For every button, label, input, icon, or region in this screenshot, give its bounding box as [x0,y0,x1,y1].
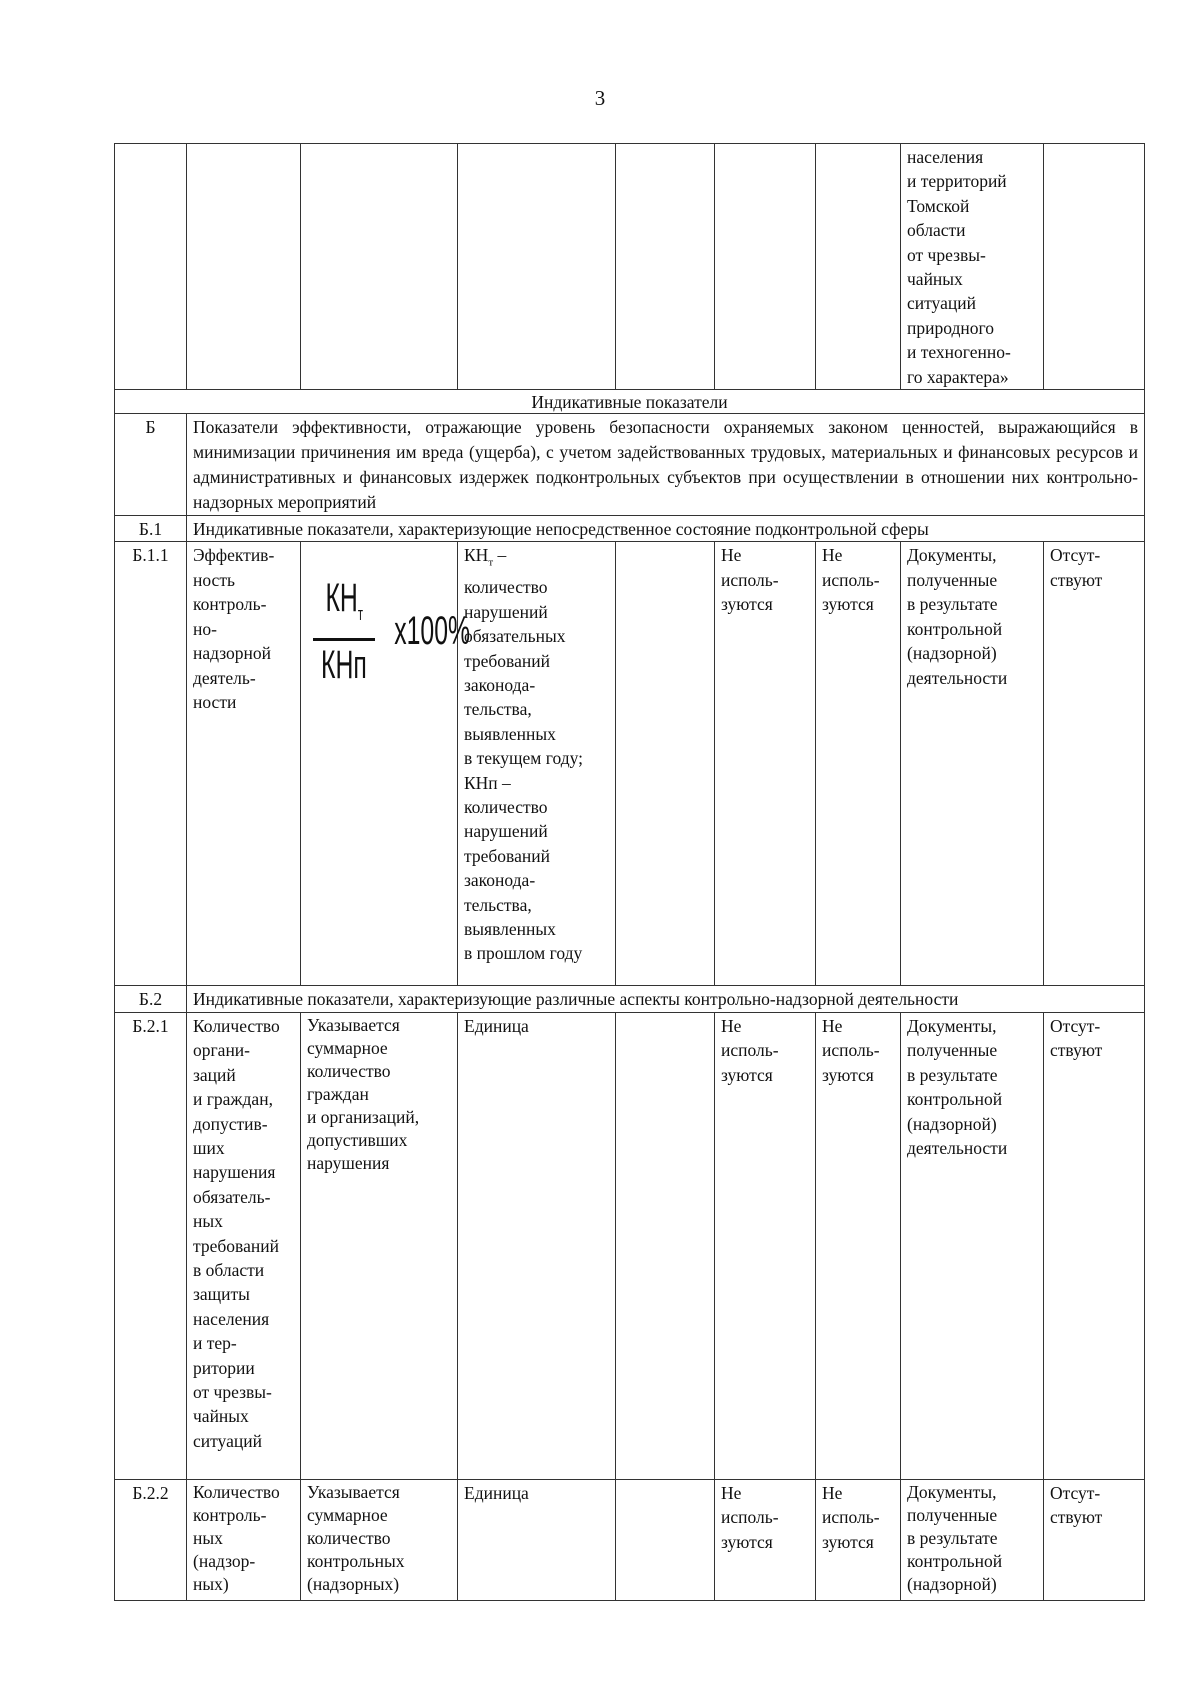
row-b11-formula-cell [301,542,470,986]
group-b-text: Показатели эффективности, отражающие уровень безопасности охраняемых законом ценностей, выражающийся в минимизации причинения им вреда (ущерба), с учетом задействованных трудовых, материальных и финансовых ресурсов и административных и финансовых издержек подконтрольных субъектов при осуществлении в отношении них контрольно-надзорных мероприятий [187,414,1145,516]
description-prefix: КН [464,545,489,566]
formula-denominator: КНп [321,642,367,687]
group-b1-row [115,516,1145,542]
row-b21-col9: Отсут- ствуют [1044,1012,1145,1479]
group-b-code: Б [115,414,187,516]
row-b11 [115,542,1145,986]
cell-empty [816,144,901,390]
indicators-table [114,143,1145,1601]
group-b2-text: Индикативные показатели, характеризующие различные аспекты контрольно-надзорной деятельности [187,986,1145,1012]
fraction-line [313,638,375,641]
row-b11-col5 [616,542,715,986]
cell-empty [187,144,301,390]
row-b11-col7: Не исполь- зуются [816,542,901,986]
row-b11-col8: Документы, полученные в результате контрольной (надзорной) деятельности [901,542,1044,986]
page-number: 3 [594,86,606,110]
group-b2-code: Б.2 [115,986,187,1012]
row-b22-col7: Не исполь- зуются [816,1479,901,1600]
row-b21-col8: Документы, полученные в результате контрольной (надзорной) деятельности [901,1012,1044,1479]
formula-multiplier: х100% [394,609,470,654]
group-b1-text: Индикативные показатели, характеризующие непосредственное состояние подконтрольной сферы [187,516,1145,542]
cell-empty [1044,144,1145,390]
row-b11-col6: Не исполь- зуются [715,542,816,986]
row-b21-code: Б.2.1 [115,1012,187,1479]
row-b11-name: Эффектив- ность контроль- но- надзорной деятель- ности [187,542,301,986]
description-rest: – количество нарушений обязательных требований законода- тельства, выявленных в текущем году; КНп – количество нарушений требований законода- тельства, выявленных в прошлом году [464,545,584,964]
row-b22-col5 [616,1479,715,1600]
section-title: Индикативные показатели [115,390,1145,414]
continuation-text: населения и территорий Томской области от чрезвы- чайных ситуаций природного и техногенно- го характера» [901,144,1044,390]
row-b11-description [458,542,616,986]
row-b21-col4: Единица [458,1012,616,1479]
row-b21-col7: Не исполь- зуются [816,1012,901,1479]
row-b22-col6: Не исполь- зуются [715,1479,816,1600]
group-b-row [115,414,1145,516]
formula-fraction [307,576,381,687]
cell-empty [301,144,458,390]
group-b1-code: Б.1 [115,516,187,542]
cell-empty [115,144,187,390]
description-subscript: т [488,556,494,569]
numerator-text: КН [325,575,358,620]
row-b11-col9: Отсут- ствуют [1044,542,1145,986]
formula-numerator [325,576,362,636]
row-b11-code: Б.1.1 [115,542,187,986]
row-b21 [115,1012,1145,1479]
section-title-row [115,390,1145,414]
row-b22-name: Количество контроль- ных (надзор- ных) [187,1479,301,1600]
row-b21-col5 [616,1012,715,1479]
row-b22-col8: Документы, полученные в результате контрольной (надзорной) [901,1479,1044,1600]
cell-empty [715,144,816,390]
cell-empty [616,144,715,390]
row-b21-col6: Не исполь- зуются [715,1012,816,1479]
row-b22 [115,1479,1145,1600]
row-b21-name: Количество органи- заций и граждан, допустив- ших нарушения обязатель- ных требований в области защиты населения и тер- ритории от чрезвы- чайных ситуаций [187,1012,301,1479]
row-b22-code: Б.2.2 [115,1479,187,1600]
numerator-subscript: т [357,603,363,624]
row-b22-col4: Единица [458,1479,616,1600]
continuation-row [115,144,1145,390]
row-b21-col3: Указывается суммарное количество граждан и организаций, допустивших нарушения [301,1012,458,1479]
row-b22-col3: Указывается суммарное количество контрольных (надзорных) [301,1479,458,1600]
row-b22-col9: Отсут- ствуют [1044,1479,1145,1600]
cell-empty [458,144,616,390]
group-b2-row [115,986,1145,1012]
